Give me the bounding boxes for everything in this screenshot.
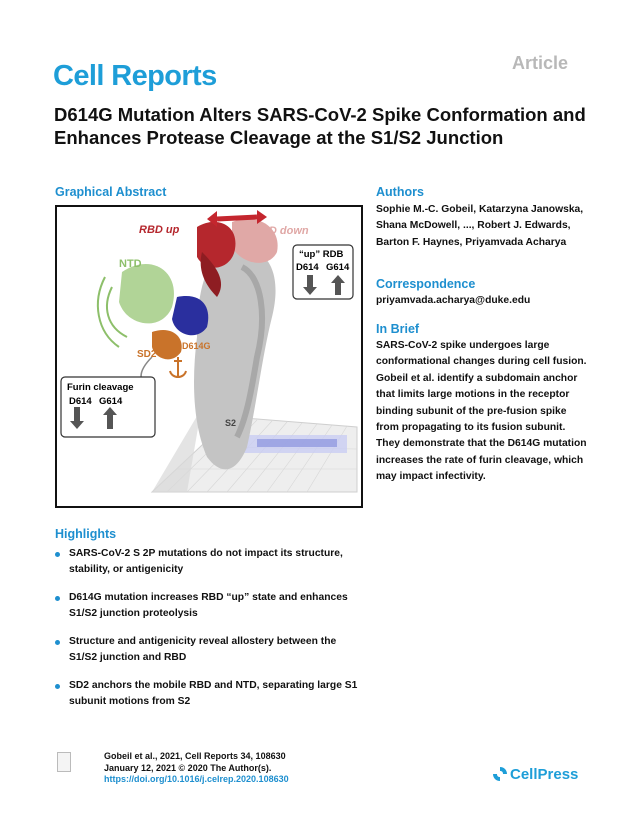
label-ntd: NTD	[119, 258, 142, 270]
highlight-item: Structure and antigenicity reveal allostery between the S1/S2 junction and RBD	[55, 634, 365, 666]
citation	[104, 751, 289, 786]
highlight-item: SARS-CoV-2 S 2P mutations do not impact its structure, stability, or antigenicity	[55, 546, 365, 578]
label-d614g: D614G	[182, 341, 211, 351]
label-up-d614: D614	[296, 262, 319, 273]
in-brief-heading: In Brief	[376, 322, 420, 336]
correspondence-email[interactable]: priyamvada.acharya@duke.edu	[376, 295, 531, 306]
graphical-abstract-heading: Graphical Abstract	[55, 185, 167, 199]
label-up-rdb: “up” RDB	[299, 249, 344, 260]
graphical-abstract	[55, 205, 363, 508]
label-furin-d614: D614	[69, 396, 92, 407]
authors-heading: Authors	[376, 185, 424, 199]
publisher-name: CellPress	[510, 766, 579, 783]
bullet-icon	[55, 640, 60, 645]
citation-line-2: January 12, 2021 © 2020 The Author(s).	[104, 762, 272, 773]
article-label: Article	[512, 53, 569, 73]
highlights-list	[55, 546, 365, 722]
journal-logo[interactable]: Cell Reports	[53, 60, 217, 92]
label-rbd-up: RBD up	[139, 224, 180, 236]
highlight-item: SD2 anchors the mobile RBD and NTD, separating large S1 subunit motions from S2	[55, 678, 365, 710]
label-furin-cleavage: Furin cleavage	[67, 382, 134, 393]
correspondence-heading: Correspondence	[376, 277, 476, 291]
doi-link[interactable]: https://doi.org/10.1016/j.celrep.2020.108630	[104, 774, 289, 785]
citation-line-1: Gobeil et al., 2021, Cell Reports 34, 108630	[104, 751, 286, 761]
cellpress-logo[interactable]	[492, 766, 578, 783]
highlight-item: D614G mutation increases RBD “up” state and enhances S1/S2 junction proteolysis	[55, 590, 365, 622]
in-brief-text: SARS-CoV-2 spike undergoes large conformational changes during cell fusion. Gobeil et al. identify a subdomain anchor that limits large motions in the receptor binding subunit of the pre-fusion spike from propagating to its fusion subunit. They demonstrate that the D614G mutation increases the rate of furin cleavage, which may impact infectivity.	[376, 340, 587, 483]
cellpress-icon	[492, 766, 508, 782]
label-up-g614: G614	[326, 262, 350, 273]
label-sd2: SD2	[137, 349, 157, 360]
bullet-icon	[55, 684, 60, 689]
label-s2: S2	[225, 418, 237, 428]
article-title: D614G Mutation Alters SARS-CoV-2 Spike Conformation and Enhances Protease Cleavage at the S1/S2 Junction	[54, 104, 586, 148]
bullet-icon	[55, 596, 60, 601]
bullet-icon	[55, 552, 60, 557]
open-access-icon	[57, 752, 71, 772]
authors-list: Sophie M.-C. Gobeil, Katarzyna Janowska, Shana McDowell, ..., Robert J. Edwards, Barton F. Haynes, Priyamvada Acharya	[376, 204, 584, 248]
label-rbd-down: RBD down	[253, 225, 309, 237]
label-furin-g614: G614	[99, 396, 123, 407]
highlights-heading: Highlights	[55, 527, 117, 541]
